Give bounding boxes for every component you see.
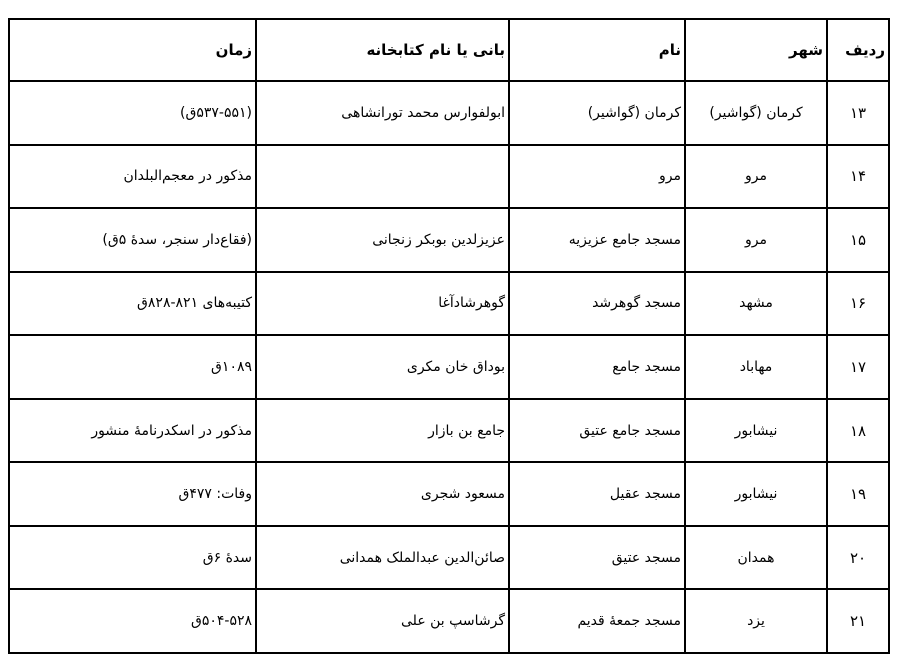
cell-city: همدان xyxy=(685,526,827,590)
cell-founder: مسعود شجری xyxy=(256,462,509,526)
cell-city: نیشابور xyxy=(685,462,827,526)
table-row xyxy=(9,462,889,526)
cell-time: مذکور در اسکدرنامهٔ منشور xyxy=(9,399,256,463)
cell-name: مسجد عقیل xyxy=(509,462,685,526)
cell-row-number: ۱۹ xyxy=(827,462,889,526)
cell-founder: صائن‌الدین عبدالملک همدانی xyxy=(256,526,509,590)
cell-city: مرو xyxy=(685,208,827,272)
cell-name: کرمان (گواشیر) xyxy=(509,81,685,145)
cell-founder: جامع بن بازار xyxy=(256,399,509,463)
table-row xyxy=(9,399,889,463)
table-row xyxy=(9,145,889,209)
cell-row-number: ۱۴ xyxy=(827,145,889,209)
cell-row-number: ۱۳ xyxy=(827,81,889,145)
table-row xyxy=(9,589,889,653)
cell-time: مذکور در معجم‌البلدان xyxy=(9,145,256,209)
table-row xyxy=(9,208,889,272)
cell-time: (فقاع‌دار سنجر، سدهٔ ۵ق) xyxy=(9,208,256,272)
table-row xyxy=(9,272,889,336)
cell-time: سدهٔ ۶ق xyxy=(9,526,256,590)
cell-name: مسجد جمعهٔ قدیم xyxy=(509,589,685,653)
cell-name: مسجد گوهرشد xyxy=(509,272,685,336)
cell-name: مسجد جامع عزیزیه xyxy=(509,208,685,272)
cell-row-number: ۲۱ xyxy=(827,589,889,653)
table-row xyxy=(9,335,889,399)
cell-founder: ابولفوارس محمد تورانشاهی xyxy=(256,81,509,145)
header-row xyxy=(9,19,889,81)
header-name: نام xyxy=(509,19,685,81)
cell-city: مهاباد xyxy=(685,335,827,399)
cell-city: کرمان (گواشیر) xyxy=(685,81,827,145)
cell-time: وفات: ۴۷۷ق xyxy=(9,462,256,526)
table-row xyxy=(9,81,889,145)
header-time: زمان xyxy=(9,19,256,81)
header-founder: بانی یا نام کتابخانه xyxy=(256,19,509,81)
table-row xyxy=(9,526,889,590)
cell-time: کتیبه‌های ۸۲۱-۸۲۸ق xyxy=(9,272,256,336)
cell-name: مرو xyxy=(509,145,685,209)
cell-time: (۵۳۷-۵۵۱ق) xyxy=(9,81,256,145)
cell-founder: گوهرشادآغا xyxy=(256,272,509,336)
cell-city: مشهد xyxy=(685,272,827,336)
cell-time: ۵۰۴-۵۲۸ق xyxy=(9,589,256,653)
cell-city: مرو xyxy=(685,145,827,209)
cell-name: مسجد عتیق xyxy=(509,526,685,590)
cell-city: نیشابور xyxy=(685,399,827,463)
cell-name: مسجد جامع عتیق xyxy=(509,399,685,463)
cell-founder: گرشاسپ بن علی xyxy=(256,589,509,653)
cell-row-number: ۱۵ xyxy=(827,208,889,272)
cell-city: یزد xyxy=(685,589,827,653)
libraries-table xyxy=(8,18,890,654)
cell-founder xyxy=(256,145,509,209)
header-city: شهر xyxy=(685,19,827,81)
cell-row-number: ۱۸ xyxy=(827,399,889,463)
cell-time: ۱۰۸۹ق xyxy=(9,335,256,399)
header-row-number: ردیف xyxy=(827,19,889,81)
cell-row-number: ۱۷ xyxy=(827,335,889,399)
cell-name: مسجد جامع xyxy=(509,335,685,399)
cell-founder: عزیزلدین بوبکر زنجانی xyxy=(256,208,509,272)
cell-founder: بوداق خان مکری xyxy=(256,335,509,399)
cell-row-number: ۱۶ xyxy=(827,272,889,336)
cell-row-number: ۲۰ xyxy=(827,526,889,590)
